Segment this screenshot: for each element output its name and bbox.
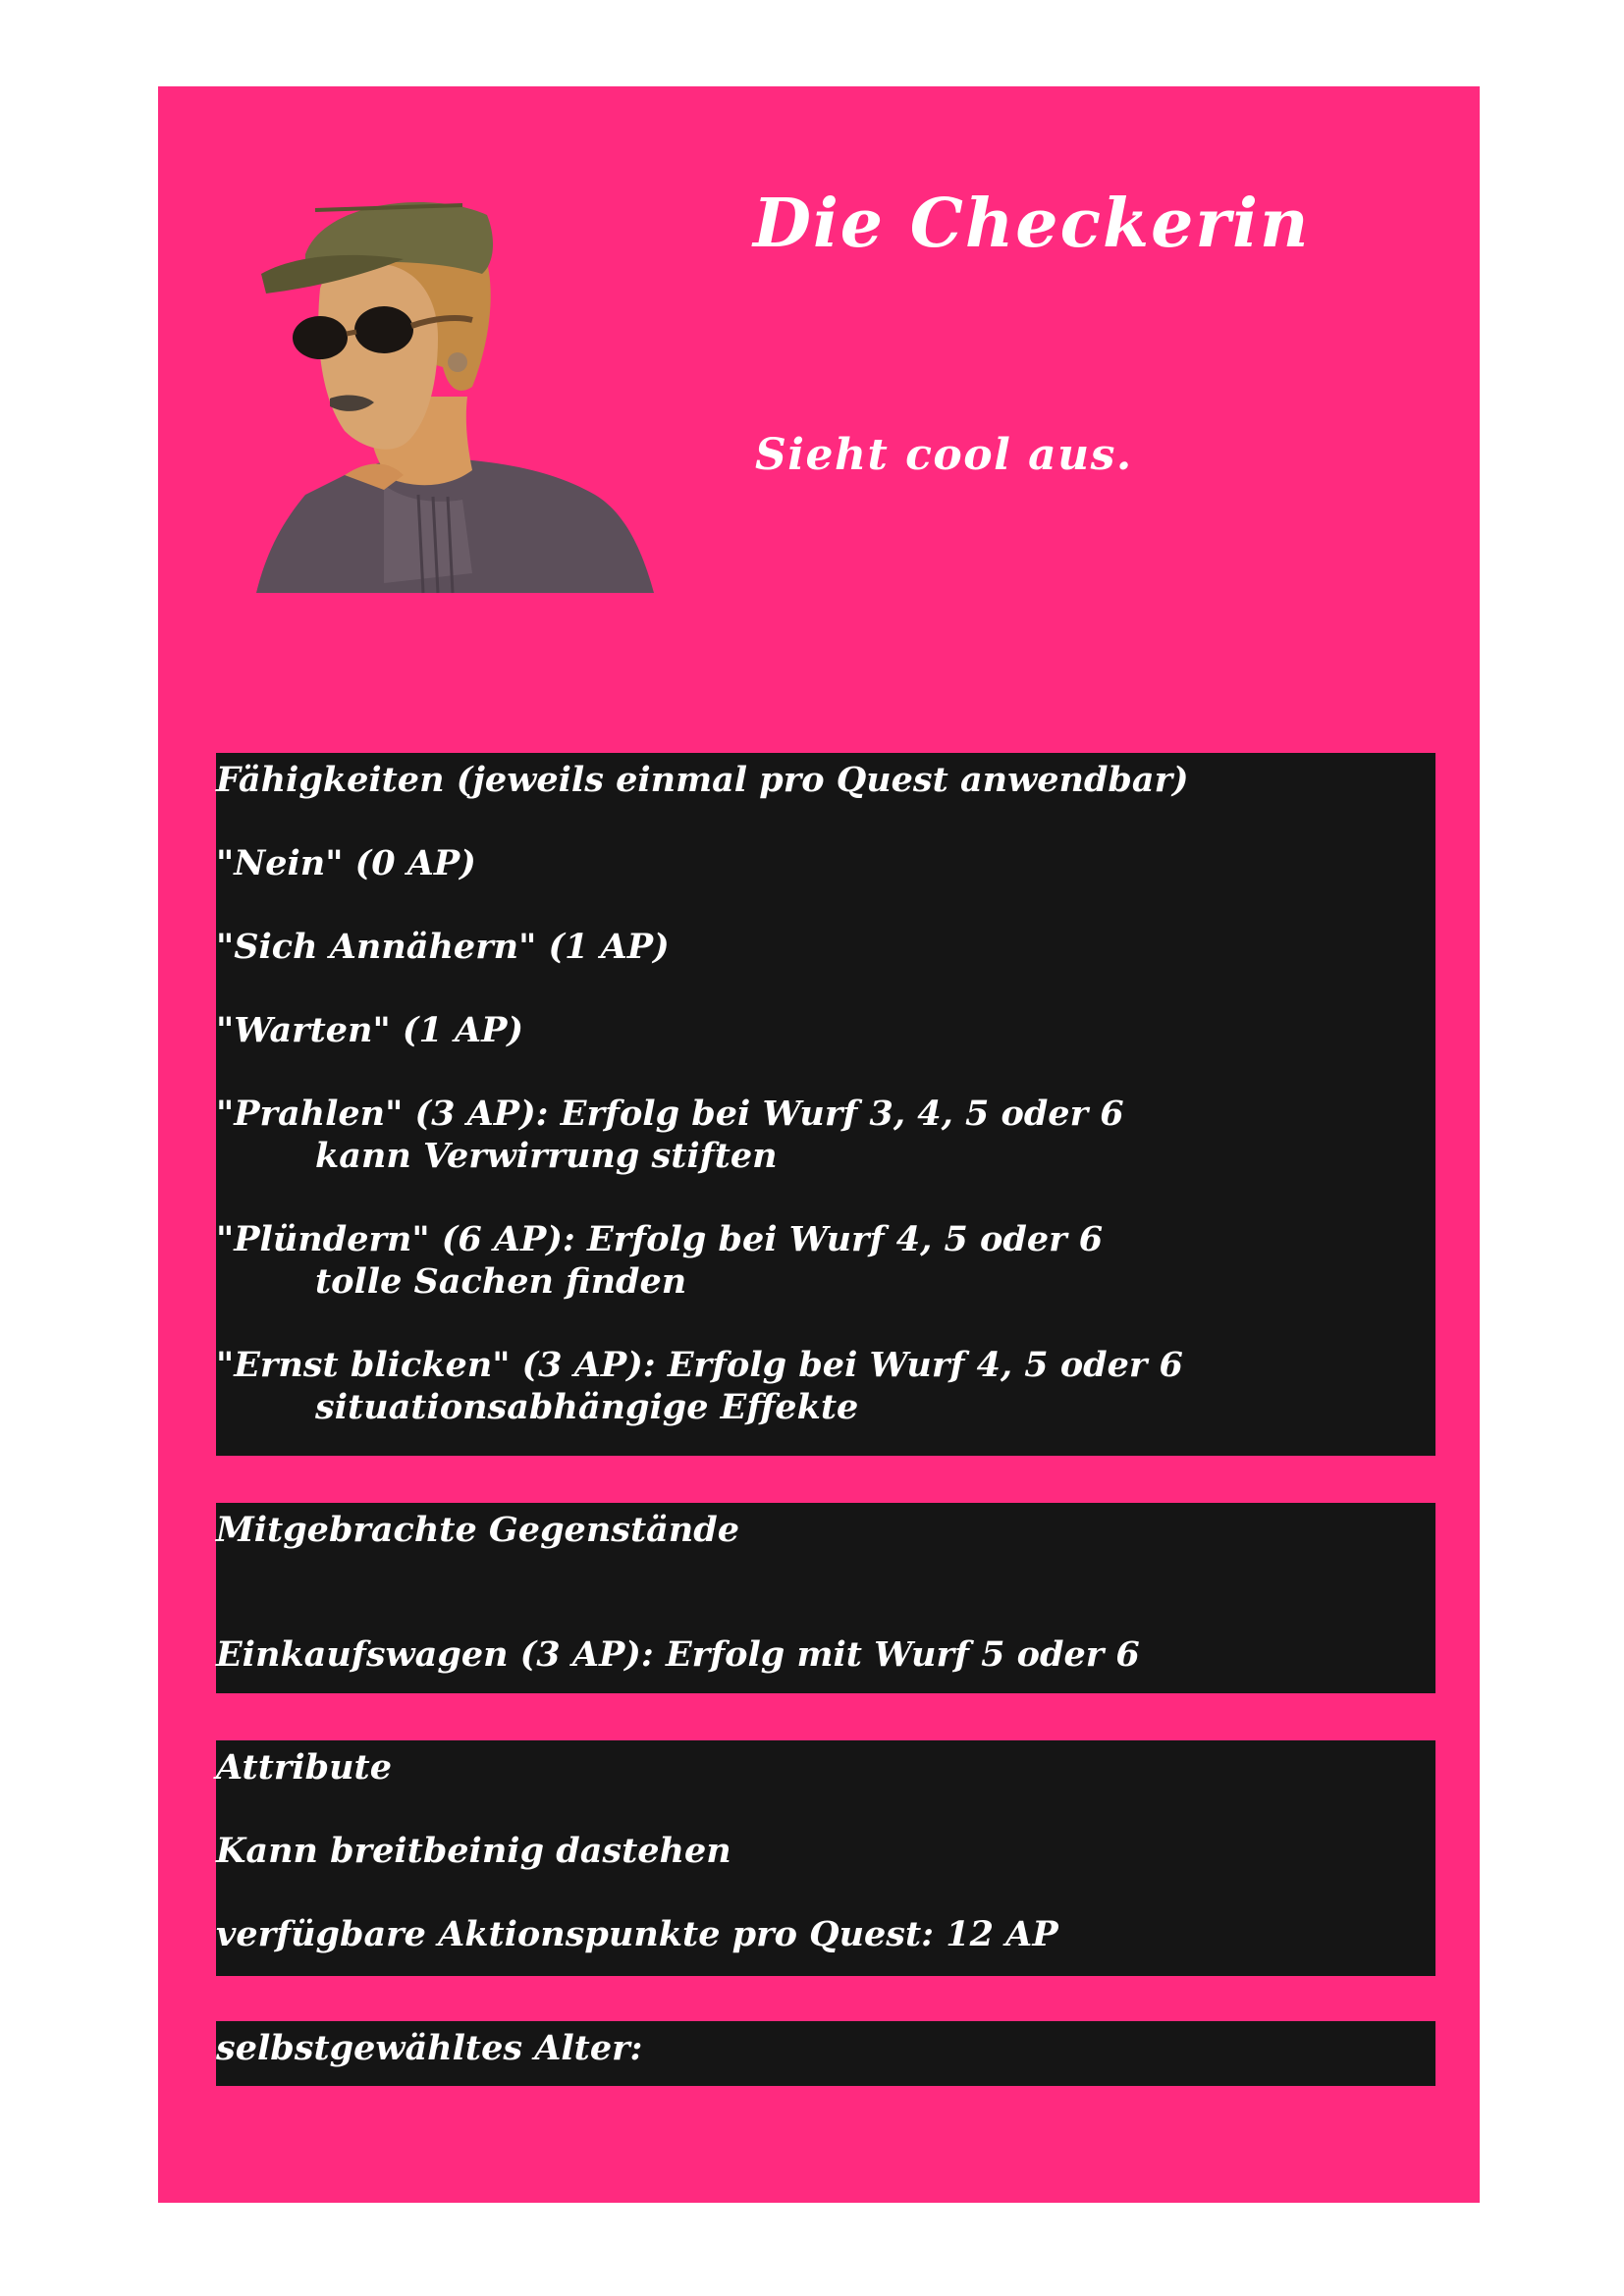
- attributes-panel: [216, 1740, 1435, 1976]
- ability-name: "Plündern" (6 AP): Erfolg bei Wurf 4, 5 oder 6: [216, 1219, 1104, 1259]
- ability-effect: kann Verwirrung stiften: [315, 1136, 778, 1176]
- item-entry: Einkaufswagen (3 AP): Erfolg mit Wurf 5 oder 6: [216, 1634, 1140, 1675]
- items-panel: [216, 1503, 1435, 1693]
- attributes-heading: Attribute: [216, 1747, 392, 1788]
- age-panel: [216, 2021, 1435, 2086]
- character-card: [158, 86, 1480, 2203]
- card-subtitle: Sieht cool aus.: [755, 430, 1133, 480]
- age-label: selbstgewähltes Alter:: [216, 2028, 643, 2068]
- ability-name: "Nein" (0 AP): [216, 843, 476, 883]
- ability-name: "Ernst blicken" (3 AP): Erfolg bei Wurf 4, 5 oder 6: [216, 1345, 1183, 1385]
- character-portrait-icon: [237, 161, 659, 603]
- ability-name: "Warten" (1 AP): [216, 1010, 524, 1050]
- ability-effect: tolle Sachen finden: [315, 1261, 687, 1302]
- card-title: Die Checkerin: [753, 185, 1311, 263]
- abilities-panel: [216, 753, 1435, 1456]
- ability-name: "Sich Annähern" (1 AP): [216, 927, 670, 967]
- abilities-heading: Fähigkeiten (jeweils einmal pro Quest anwendbar): [216, 760, 1189, 800]
- ability-name: "Prahlen" (3 AP): Erfolg bei Wurf 3, 4, 5 oder 6: [216, 1094, 1124, 1134]
- ability-effect: situationsabhängige Effekte: [315, 1387, 859, 1427]
- attribute-entry: verfügbare Aktionspunkte pro Quest: 12 AP: [216, 1914, 1058, 1954]
- attribute-entry: Kann breitbeinig dastehen: [216, 1831, 731, 1871]
- items-heading: Mitgebrachte Gegenstände: [216, 1510, 739, 1550]
